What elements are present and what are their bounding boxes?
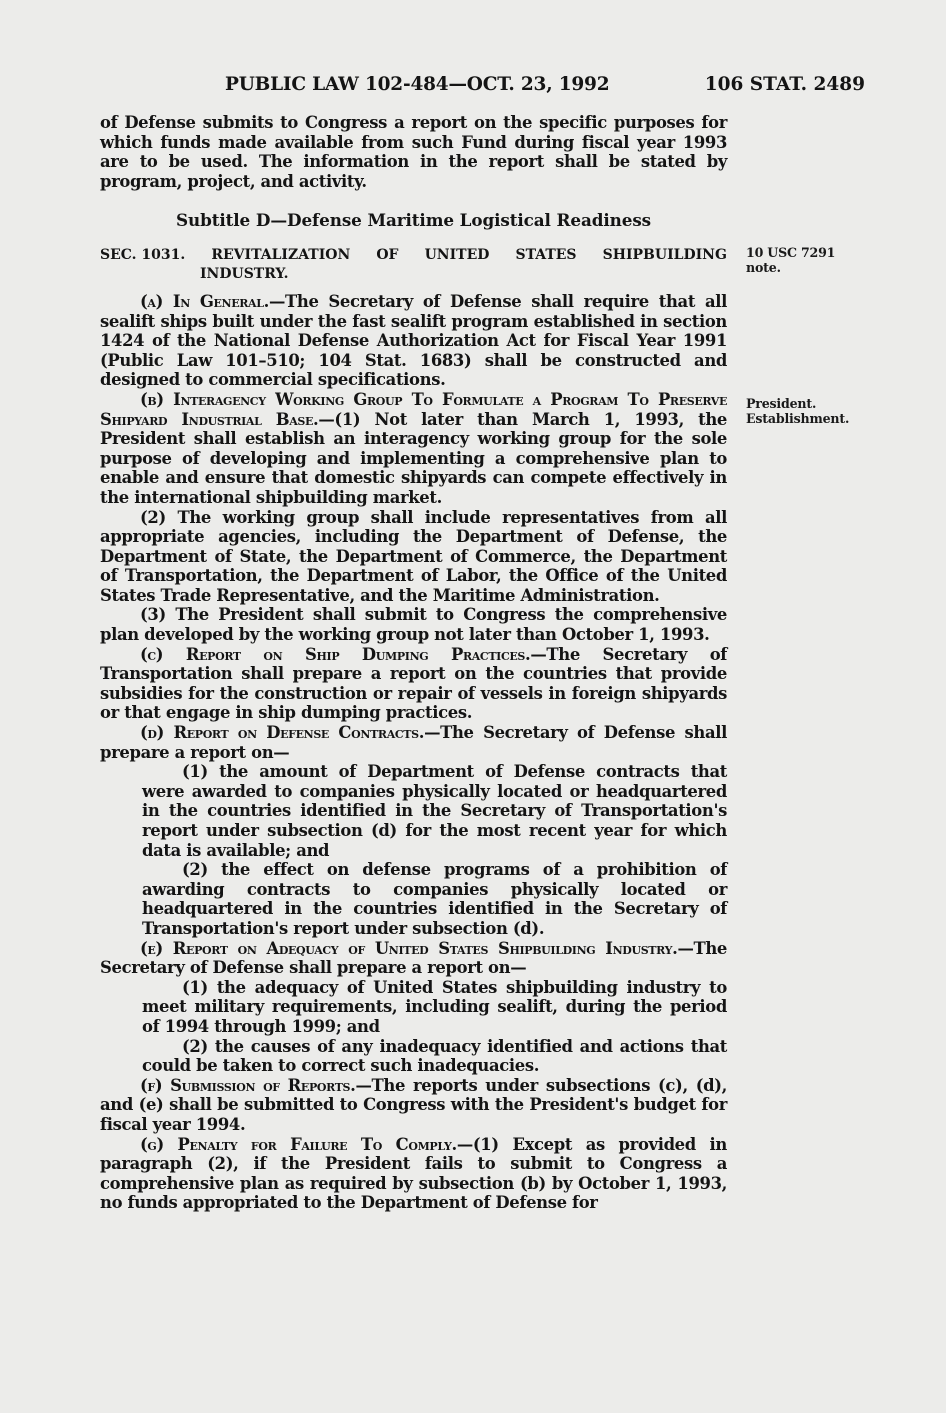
subsection-g-text: —(1) Except as provided in paragraph (2), if the President fails to submit to Congress a comprehensive plan as required by subsection (b) by October 1, 1993, no funds appropriated to the Department of Defense for [100,1134,727,1213]
subsection-a-heading: (a) In General. [140,291,269,311]
subsection-b-text: —(1) Not later than March 1, 1993, the President shall establish an interagency working group for the sole purpose of developing and implementing a comprehensive plan to enable and ensure that domestic shipyards can compete effectively in the international shipbuilding market. [100,409,728,507]
subsection-e [100,939,727,978]
usc-note-line2: note. [746,260,781,275]
subsection-e-heading: (e) Report on Adequacy of United States Shipbuilding Industry. [140,938,678,958]
subsection-f [100,1076,727,1135]
subtitle-heading: Subtitle D—Defense Maritime Logistical Readiness [175,210,652,231]
section-heading [100,246,727,284]
subsection-c [100,645,727,723]
subsection-a [100,292,727,390]
section-title-word: REVITALIZATION [211,246,351,263]
usc-margin-note [746,245,835,275]
subsection-d-text: —The Secretary of Defense shall prepare a report on— [100,723,727,762]
subsection-d-heading: (d) Report on Defense Contracts. [140,723,425,743]
document-body [100,113,727,1213]
paragraph-d1 [100,762,727,860]
section-title-word: OF [376,246,399,263]
paragraph-d1-text: (1) the amount of Department of Defense contracts that were awarded to companies physically located or headquartered in the countries identified in the Secretary of Transportation's report under subsection (d) for the most recent year for which data is available; and [142,762,727,860]
president-note-line2: Establishment. [746,411,850,426]
subsection-b [100,390,727,508]
public-law-citation: PUBLIC LAW 102-484—OCT. 23, 1992 [225,74,610,95]
section-number: SEC. 1031. [100,246,186,263]
subsection-g-heading: (g) Penalty for Failure To Comply. [140,1134,457,1154]
running-header [225,74,865,98]
subsection-c-text: —The Secretary of Transportation shall prepare a report on the countries that provide subsidies for the construction or repair of vessels in foreign shipyards or that engage in ship dumping practices. [100,644,727,723]
subsection-d [100,723,727,762]
president-note-line1: President. [746,396,817,411]
usc-note-line1: 10 USC 7291 [746,245,836,260]
president-margin-note [746,396,849,426]
section-title-line2: INDUSTRY. [200,265,289,282]
section-title-word: UNITED [424,246,490,263]
paragraph-e1-text: (1) the adequacy of United States shipbuilding industry to meet military requirements, including sealift, during the period of 1994 through 1999; and [142,977,727,1036]
section-title-word: STATES [515,246,577,263]
paragraph-e1 [100,978,727,1037]
statute-page-number: 106 STAT. 2489 [704,74,865,95]
subsection-f-text: —The reports under subsections (c), (d), and (e) shall be submitted to Congress with the President's budget for fiscal year 1994. [100,1075,727,1134]
section-title-word: SHIPBUILDING [602,246,727,263]
paragraph-b3: (3) The President shall submit to Congress the comprehensive plan developed by the working group not later than October 1, 1993. [100,605,727,645]
subsection-c-heading: (c) Report on Ship Dumping Practices. [140,644,531,664]
paragraph-e2 [100,1037,727,1076]
subsection-g [100,1135,727,1213]
paragraph-d2-text: (2) the effect on defense programs of a prohibition of awarding contracts to companies physically located or headquartered in the countries identified in the Secretary of Transportation's report under subsection (d). [142,860,727,938]
paragraph-e2-text: (2) the causes of any inadequacy identified and actions that could be taken to correct such inadequacies. [142,1036,727,1076]
subsection-b-heading: (b) Interagency Working Group To Formulate a Program To Preserve Shipyard Industrial Base. [100,389,727,429]
intro-paragraph: of Defense submits to Congress a report on the specific purposes for which funds made available from such Fund during fiscal year 1993 are to be used. The information in the report shall be stated by program, project, and activity. [100,113,727,191]
subsection-f-heading: (f) Submission of Reports. [140,1075,356,1095]
paragraph-d2 [100,860,727,938]
paragraph-b2: (2) The working group shall include representatives from all appropriate agencies, including the Department of Defense, the Department of State, the Department of Commerce, the Department of Transportation, the Department of Labor, the Office of the United States Trade Representative, and the Maritime Administration. [100,507,727,605]
subsection-e-text: —The Secretary of Defense shall prepare a report on— [100,938,727,978]
subsection-a-text: —The Secretary of Defense shall require that all sealift ships built under the fast sealift program established in section 1424 of the National Defense Authorization Act for Fiscal Year 1991 (Public Law 101–510; 104 Stat. 1683) shall be constructed and designed to commercial specifications. [100,291,727,390]
